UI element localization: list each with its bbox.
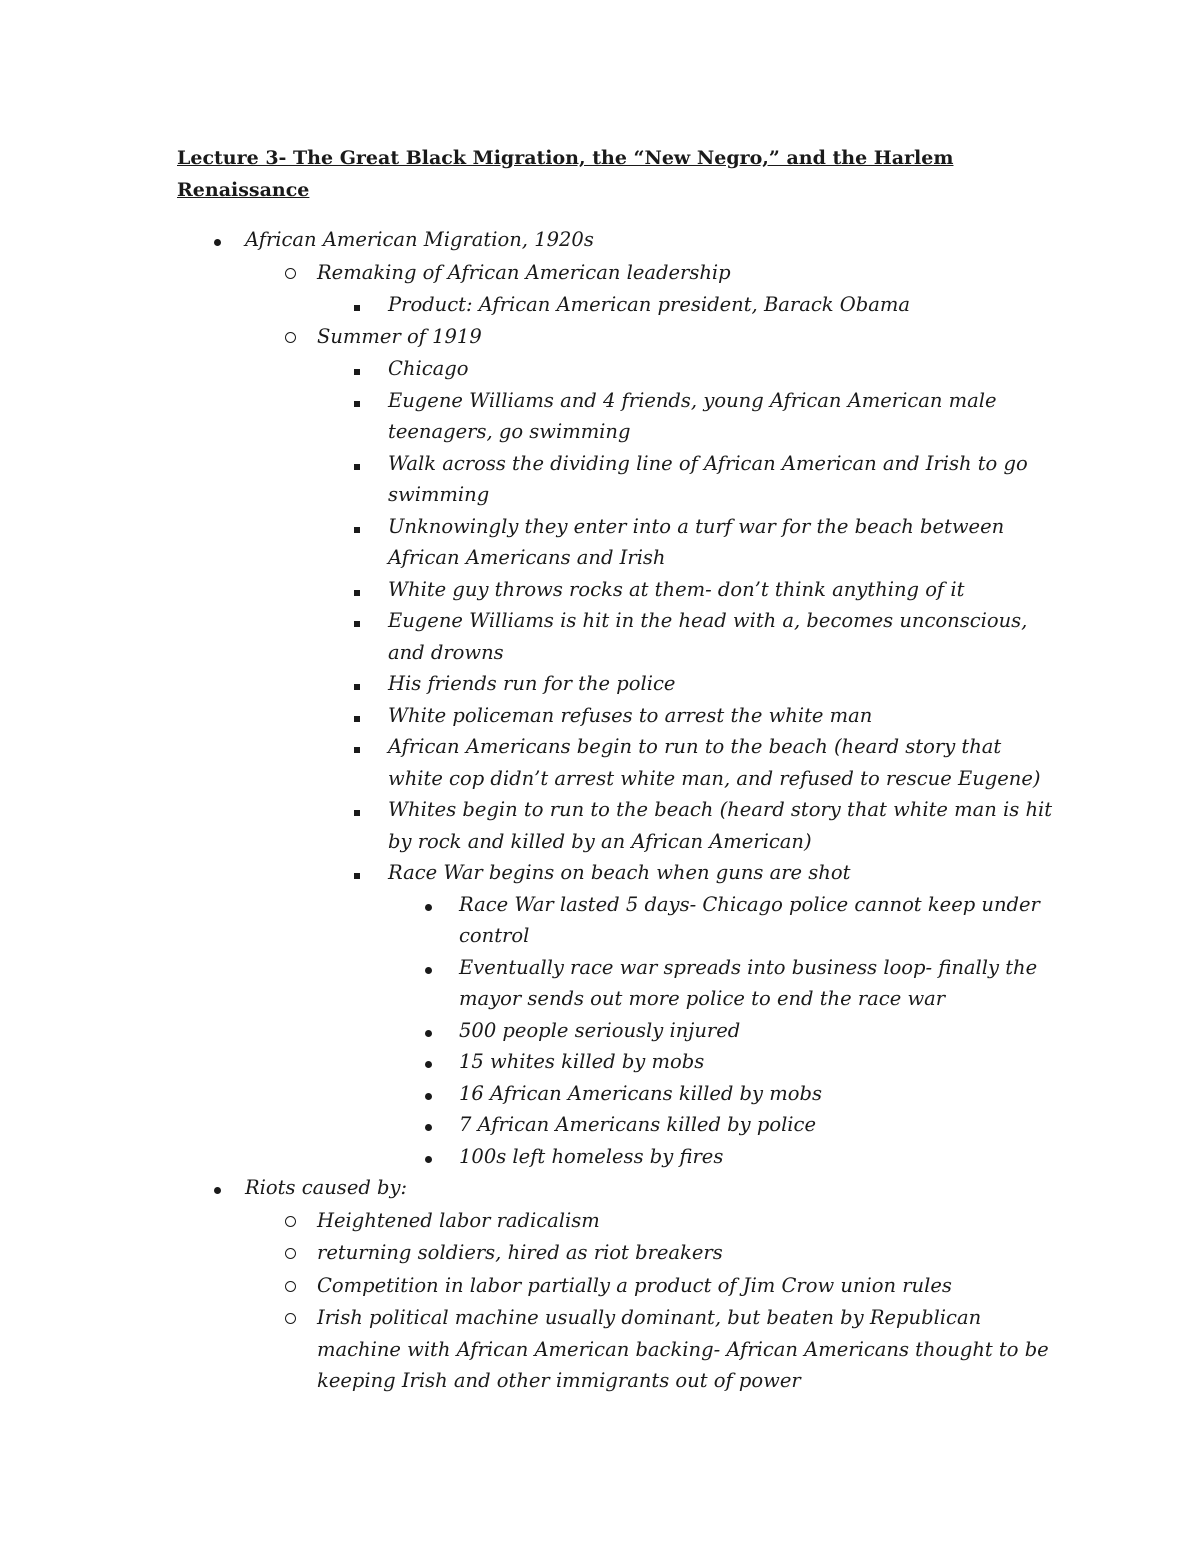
outline-item [388,289,1058,321]
outline-item [317,321,1057,353]
outline-item-text: White policeman refuses to arrest the white man [388,703,873,727]
outline-item-text: returning soldiers, hired as riot breakers [317,1241,723,1264]
square-bullet-icon [354,385,360,417]
outline-item [388,511,1058,574]
outline-item [388,731,1058,794]
outline-item [459,1015,1049,1047]
outline-item [459,1109,1049,1141]
outline-item-text: Competition in labor partially a product of Jim Crow union rules [317,1273,952,1297]
document-title: Lecture 3- The Great Black Migration, the “New Negro,” and the Harlem Renaissance [177,147,954,201]
outline-item-text: Summer of 1919 [317,324,482,348]
outline-item [388,385,1058,448]
outline-item-text: His friends run for the police [388,672,676,695]
outline-item [317,1270,1057,1302]
outline-item-text: Product: African American president, Barack Obama [388,293,910,316]
square-bullet-icon [354,731,360,763]
outline-item [459,1078,1049,1110]
filled-circle-bullet-icon [425,1109,432,1141]
filled-circle-bullet-icon [214,224,221,256]
outline-item [245,224,1055,256]
hollow-circle-bullet-icon [285,1205,296,1237]
outline-item [388,353,1058,385]
outline-item-text: Heightened labor radicalism [317,1208,600,1232]
hollow-circle-bullet-icon [285,1302,296,1334]
outline-item-text: Race War begins on beach when guns are shot [388,861,851,884]
outline-item [245,1172,1055,1204]
filled-circle-bullet-icon [425,1141,432,1173]
outline-item-text: Race War lasted 5 days- Chicago police cannot keep under control [459,892,1040,947]
outline-item-text: 16 African Americans killed by mobs [459,1081,822,1105]
outline-item-text: Unknowingly they enter into a turf war for the beach between African Americans and Irish [388,514,1005,569]
outline-item [388,857,1058,889]
outline-item [317,1237,1057,1269]
outline-item-text: Irish political machine usually dominant, but beaten by Republican machine with African American backing- African Americans thought to be keeping Irish and other immigrants out of power [317,1306,1049,1392]
outline-item [317,1302,1057,1397]
outline-item-text: African Americans begin to run to the beach (heard story that white cop didn’t arrest white man, and refused to rescue Eugene) [388,735,1041,790]
hollow-circle-bullet-icon [285,321,296,353]
outline-item [388,794,1058,857]
outline-item-text: 500 people seriously injured [459,1018,741,1042]
outline-item-text: Walk across the dividing line of African American and Irish to go swimming [388,451,1028,506]
outline-item [388,700,1058,732]
outline-item-text: Chicago [388,357,469,380]
outline-item [388,448,1058,511]
square-bullet-icon [354,794,360,826]
square-bullet-icon [354,700,360,732]
outline-item [317,1205,1057,1237]
square-bullet-icon [354,574,360,606]
outline-item [388,668,1058,700]
filled-circle-bullet-icon [425,889,432,921]
outline-item-text: Eugene Williams and 4 friends, young African American male teenagers, go swimming [388,388,997,443]
hollow-circle-bullet-icon [285,1270,296,1302]
outline-item [317,257,1057,289]
outline-item-text: 100s left homeless by fires [459,1144,724,1168]
square-bullet-icon [354,857,360,889]
filled-circle-bullet-icon [425,1046,432,1078]
outline-item-text: Riots caused by: [245,1176,408,1199]
outline-item [459,1141,1049,1173]
outline-item [388,605,1058,668]
square-bullet-icon [354,605,360,637]
outline-item-text: 15 whites killed by mobs [459,1050,705,1073]
outline-item-text: Eventually race war spreads into business loop- finally the mayor sends out more police to end the race war [459,955,1038,1010]
filled-circle-bullet-icon [214,1172,221,1204]
outline-item-text: White guy throws rocks at them- don’t think anything of it [388,577,965,601]
outline-item [459,1046,1049,1078]
square-bullet-icon [354,668,360,700]
hollow-circle-bullet-icon [285,1237,296,1269]
outline-item [459,889,1049,952]
filled-circle-bullet-icon [425,1015,432,1047]
outline-list [0,224,1200,1397]
filled-circle-bullet-icon [425,952,432,984]
outline-item-text: Remaking of African American leadership [317,260,731,284]
outline-item-text: African American Migration, 1920s [245,228,594,251]
square-bullet-icon [354,448,360,480]
outline-item-text: Eugene Williams is hit in the head with a, becomes unconscious, and drowns [388,609,1028,664]
square-bullet-icon [354,511,360,543]
filled-circle-bullet-icon [425,1078,432,1110]
outline-item [388,574,1058,606]
square-bullet-icon [354,353,360,385]
outline-item [459,952,1049,1015]
outline-item-text: Whites begin to run to the beach (heard story that white man is hit by rock and killed by an African American) [388,798,1053,853]
square-bullet-icon [354,289,360,321]
outline-item-text: 7 African Americans killed by police [459,1113,817,1136]
hollow-circle-bullet-icon [285,257,296,289]
